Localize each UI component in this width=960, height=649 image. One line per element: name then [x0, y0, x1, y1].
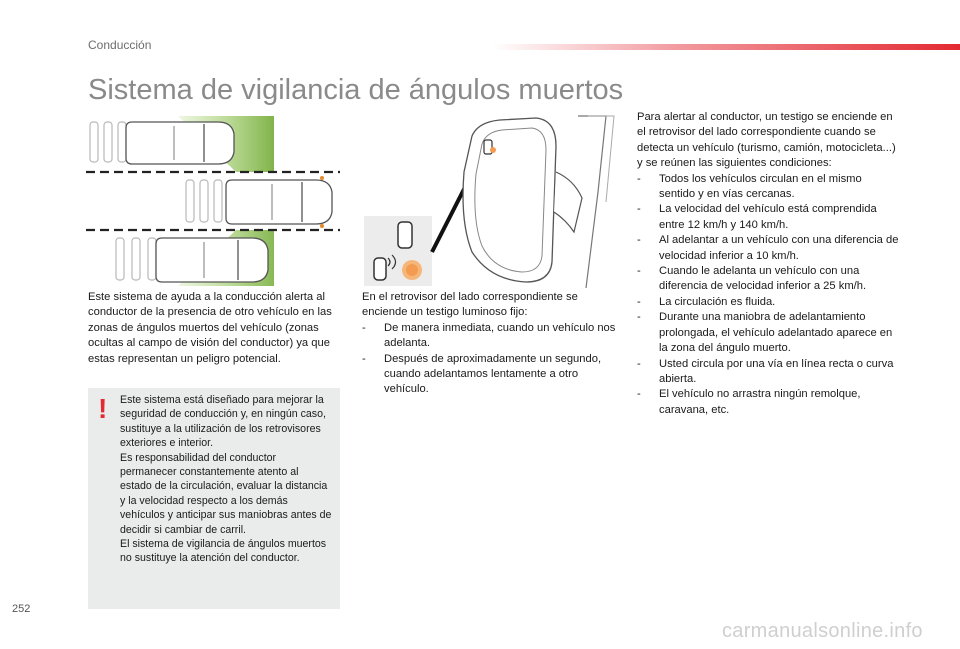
- list-item: - La circulación es fluida.: [637, 295, 899, 310]
- intro-paragraph: [88, 290, 342, 367]
- list-item: - De manera inmediata, cuando un vehículo nos adelanta.: [362, 321, 620, 352]
- page-number: 252: [12, 603, 31, 615]
- page-title: Sistema de vigilancia de ángulos muertos: [88, 74, 624, 106]
- warning-line: El sistema de vigilancia de ángulos muertos no sustituye la atención del conductor.: [120, 538, 327, 565]
- list-item: - Cuando le adelanta un vehículo con una diferencia de velocidad inferior a 25 km/h.: [637, 264, 899, 295]
- list-item: - Usted circula por una vía en línea recta o curva abierta.: [637, 357, 899, 388]
- mirror-intro: En el retrovisor del lado correspondiente se enciende un testigo luminoso fijo:: [362, 291, 578, 319]
- section-label: Conducción: [88, 38, 152, 52]
- list-item: - Durante una maniobra de adelantamiento prolongada, el vehículo adelantado aparece en la zona del ángulo muerto.: [637, 310, 899, 356]
- mirror-section: [362, 290, 620, 398]
- list-item: - Después de aproximadamente un segundo, cuando adelantamos lentamente a otro vehículo.: [362, 352, 620, 398]
- conditions-section: [637, 110, 899, 418]
- header-accent-bar: [492, 44, 960, 50]
- van-lower: [156, 238, 268, 282]
- conditions-list: [637, 172, 899, 419]
- mirror-illustration: [360, 112, 620, 290]
- warning-text: [120, 393, 332, 566]
- list-item: - La velocidad del vehículo está comprendida entre 12 km/h y 140 km/h.: [637, 202, 899, 233]
- warning-line: Es responsabilidad del conductor permanecer constantemente atento al estado de la circulación, evaluar la distancia y la velocidad respecto a los demás vehículos y anticipar sus maniobras antes de decidir si cambiar de carril.: [120, 451, 332, 536]
- exclamation-icon: !: [98, 393, 108, 424]
- watermark: carmanualsonline.info: [722, 620, 923, 642]
- conditions-intro: Para alertar al conductor, un testigo se enciende en el retrovisor del lado correspondiente cuando se detecta un vehículo (turismo, camión, motocicleta...) y se reúnen las siguientes condiciones:: [637, 111, 896, 170]
- warning-box: [88, 388, 340, 609]
- list-item: - El vehículo no arrastra ningún remolque, caravana, etc.: [637, 387, 899, 418]
- van-upper: [126, 122, 234, 164]
- list-item: - Al adelantar a un vehículo con una diferencia de velocidad inferior a 10 km/h.: [637, 233, 899, 264]
- list-item: - Todos los vehículos circulan en el mismo sentido y en vías cercanas.: [637, 172, 899, 203]
- blind-spot-illustration: [86, 112, 346, 290]
- intro-text: Este sistema de ayuda a la conducción alerta al conductor de la presencia de otro vehículo en las zonas de ángulos muertos del vehículo (zonas ocultas al campo de visión del conductor) ya que estas representan un peligro potencial.: [88, 291, 332, 365]
- warning-line: Este sistema está diseñado para mejorar la seguridad de conducción y, en ningún caso, sustituye a la utilización de los retrovisores exteriores e interior.: [120, 394, 326, 450]
- van-ego: [226, 176, 332, 228]
- mirror-list: [362, 321, 620, 398]
